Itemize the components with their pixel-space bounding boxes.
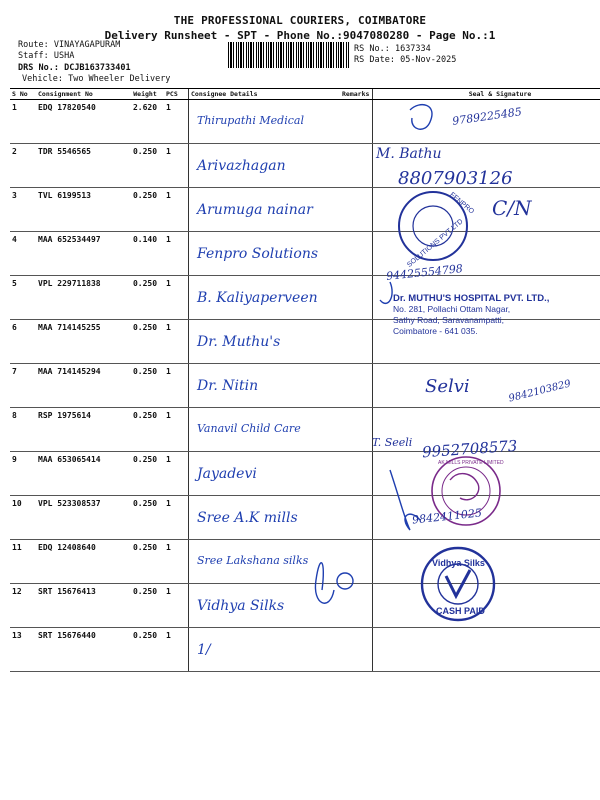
sig-mark-3: C/N xyxy=(492,196,532,220)
row-pcs: 1 xyxy=(164,320,189,364)
row-pcs: 1 xyxy=(164,452,189,496)
col-sno: S No xyxy=(10,89,36,100)
row-pcs: 1 xyxy=(164,276,189,320)
row-sno: 1 xyxy=(10,100,36,144)
sig-phone-1: 9789225485 xyxy=(451,105,523,128)
vehicle-label: Vehicle: xyxy=(22,74,63,84)
fenpro-bottom-text: SOLUTIONS PVT LTD xyxy=(406,218,465,269)
staff-label: Staff: xyxy=(18,51,49,61)
vidhya-bottom-text: CASH PAID xyxy=(436,606,485,616)
rs-date-label: RS Date: xyxy=(354,55,395,65)
row-sno: 12 xyxy=(10,584,36,628)
row-consignment-no: RSP 1975614 xyxy=(36,408,126,452)
rs-no-value: 1637334 xyxy=(394,44,431,54)
consignee-handwriting: B. Kaliyaperveen xyxy=(197,290,318,306)
row-pcs: 1 xyxy=(164,188,189,232)
col-pcs: PCS xyxy=(164,89,189,100)
row-weight: 0.250 xyxy=(126,364,164,408)
sig-phone-5: 94425554798 xyxy=(385,262,464,283)
row-sno: 11 xyxy=(10,540,36,584)
vidhya-top-text: Vidhya Silks xyxy=(432,558,485,568)
vehicle-value: Two Wheeler Delivery xyxy=(68,74,171,84)
consignee-handwriting: Dr. Nitin xyxy=(197,378,259,394)
consignee-handwriting: Jayadevi xyxy=(197,466,257,482)
row-pcs: 1 xyxy=(164,232,189,276)
sig-phone-9: 9952708573 xyxy=(421,436,518,462)
row-sno: 5 xyxy=(10,276,36,320)
sig-phone-11: 9842411025 xyxy=(411,506,483,527)
row-consignment-no: TVL 6199513 xyxy=(36,188,126,232)
row-sno: 8 xyxy=(10,408,36,452)
row-consignment-no: SRT 15676413 xyxy=(36,584,126,628)
col-weight: Weight xyxy=(126,89,164,100)
row-weight: 0.250 xyxy=(126,320,164,364)
row-weight: 0.250 xyxy=(126,584,164,628)
row-weight: 0.250 xyxy=(126,540,164,584)
sig-12-hook xyxy=(315,563,334,603)
sig-5 xyxy=(380,282,392,303)
row-pcs: 1 xyxy=(164,144,189,188)
hospital-addr2: Sathy Road, Saravanampatti, xyxy=(393,315,505,325)
row-consignment-no: MAA 714145255 xyxy=(36,320,126,364)
row-weight: 0.250 xyxy=(126,144,164,188)
row-consignment-no: EDQ 17820540 xyxy=(36,100,126,144)
row-consignment-no: EDQ 12408640 xyxy=(36,540,126,584)
row-sno: 2 xyxy=(10,144,36,188)
row-weight: 0.250 xyxy=(126,496,164,540)
consignee-handwriting: Arumuga nainar xyxy=(197,202,313,218)
row-sno: 9 xyxy=(10,452,36,496)
runsheet-subtitle: Delivery Runsheet - SPT - Phone No.:9047080280 - Page No.:1 xyxy=(104,29,496,42)
row-weight: 0.250 xyxy=(126,276,164,320)
row-consignment-no: MAA 652534497 xyxy=(36,232,126,276)
row-weight: 0.250 xyxy=(126,188,164,232)
route-value: VINAYAGAPURAM xyxy=(53,40,121,50)
staff-value: USHA xyxy=(53,51,75,61)
hospital-name: Dr. MUTHU'S HOSPITAL PVT. LTD., xyxy=(393,293,550,304)
row-sno: 7 xyxy=(10,364,36,408)
drs-value: DCJB163733401 xyxy=(64,63,131,73)
row-consignment-no: VPL 229711838 xyxy=(36,276,126,320)
row-weight: 0.250 xyxy=(126,408,164,452)
row-weight: 0.140 xyxy=(126,232,164,276)
row-pcs: 1 xyxy=(164,584,189,628)
hospital-addr3: Coimbatore - 641 035. xyxy=(393,326,478,336)
drs-label: DRS No.: xyxy=(18,63,59,73)
sig-name-9: T. Seeli xyxy=(372,436,413,449)
row-pcs: 1 xyxy=(164,364,189,408)
row-sno: 4 xyxy=(10,232,36,276)
sig-phone-8: 9842103829 xyxy=(507,378,573,405)
ak-mills-text: AK MILLS PRIVATE LIMITED xyxy=(438,460,504,466)
consignee-handwriting: Fenpro Solutions xyxy=(197,246,319,262)
consignee-handwriting: Vidhya Silks xyxy=(197,598,285,614)
consignee-handwriting: Sree A.K mills xyxy=(197,510,298,526)
sig-name-8: Selvi xyxy=(425,376,470,397)
sig-phone-2: 8807903126 xyxy=(398,168,513,189)
rs-date-value: 05-Nov-2025 xyxy=(400,55,457,65)
row-sno: 3 xyxy=(10,188,36,232)
sig-12-circle xyxy=(337,573,353,589)
consignee-handwriting: Vanavil Child Care xyxy=(197,422,301,435)
row-weight: 2.620 xyxy=(126,100,164,144)
row-consignment-no: MAA 653065414 xyxy=(36,452,126,496)
row-pcs: 1 xyxy=(164,496,189,540)
consignee-handwriting: Arivazhagan xyxy=(197,158,286,174)
col-consignee: Consignee Details xyxy=(189,89,341,100)
sig-name-2: M. Bathu xyxy=(376,146,442,162)
row-consignment-no: SRT 15676440 xyxy=(36,628,126,672)
sig-1 xyxy=(410,105,432,130)
hospital-addr1: No. 281, Pollachi Ottam Nagar, xyxy=(393,304,511,314)
row-consignment-no: VPL 523308537 xyxy=(36,496,126,540)
fenpro-top-text: FENPRO xyxy=(448,191,476,216)
consignee-handwriting: Thirupathi Medical xyxy=(197,114,304,127)
consignee-handwriting: Sree Lakshana silks xyxy=(197,554,309,567)
row-consignment-no: MAA 714145294 xyxy=(36,364,126,408)
hospital-stamp xyxy=(393,293,549,337)
route-label: Route: xyxy=(18,40,49,50)
row-pcs: 1 xyxy=(164,408,189,452)
row-pcs: 1 xyxy=(164,540,189,584)
rs-no-label: RS No.: xyxy=(354,44,390,54)
col-seal-signature: Seal & Signature xyxy=(373,89,600,100)
row-weight: 0.250 xyxy=(126,628,164,672)
row-pcs: 1 xyxy=(164,100,189,144)
row-sno: 10 xyxy=(10,496,36,540)
row-pcs: 1 xyxy=(164,628,189,672)
col-consignment: Consignment No xyxy=(36,89,126,100)
row-consignment-no: TDR 5546565 xyxy=(36,144,126,188)
row-sno: 13 xyxy=(10,628,36,672)
row-sno: 6 xyxy=(10,320,36,364)
consignee-handwriting: 1/ xyxy=(197,642,211,658)
company-title: THE PROFESSIONAL COURIERS, COIMBATORE xyxy=(173,14,427,27)
row-weight: 0.250 xyxy=(126,452,164,496)
consignee-handwriting: Dr. Muthu's xyxy=(197,334,281,350)
col-remarks: Remarks xyxy=(340,89,373,100)
